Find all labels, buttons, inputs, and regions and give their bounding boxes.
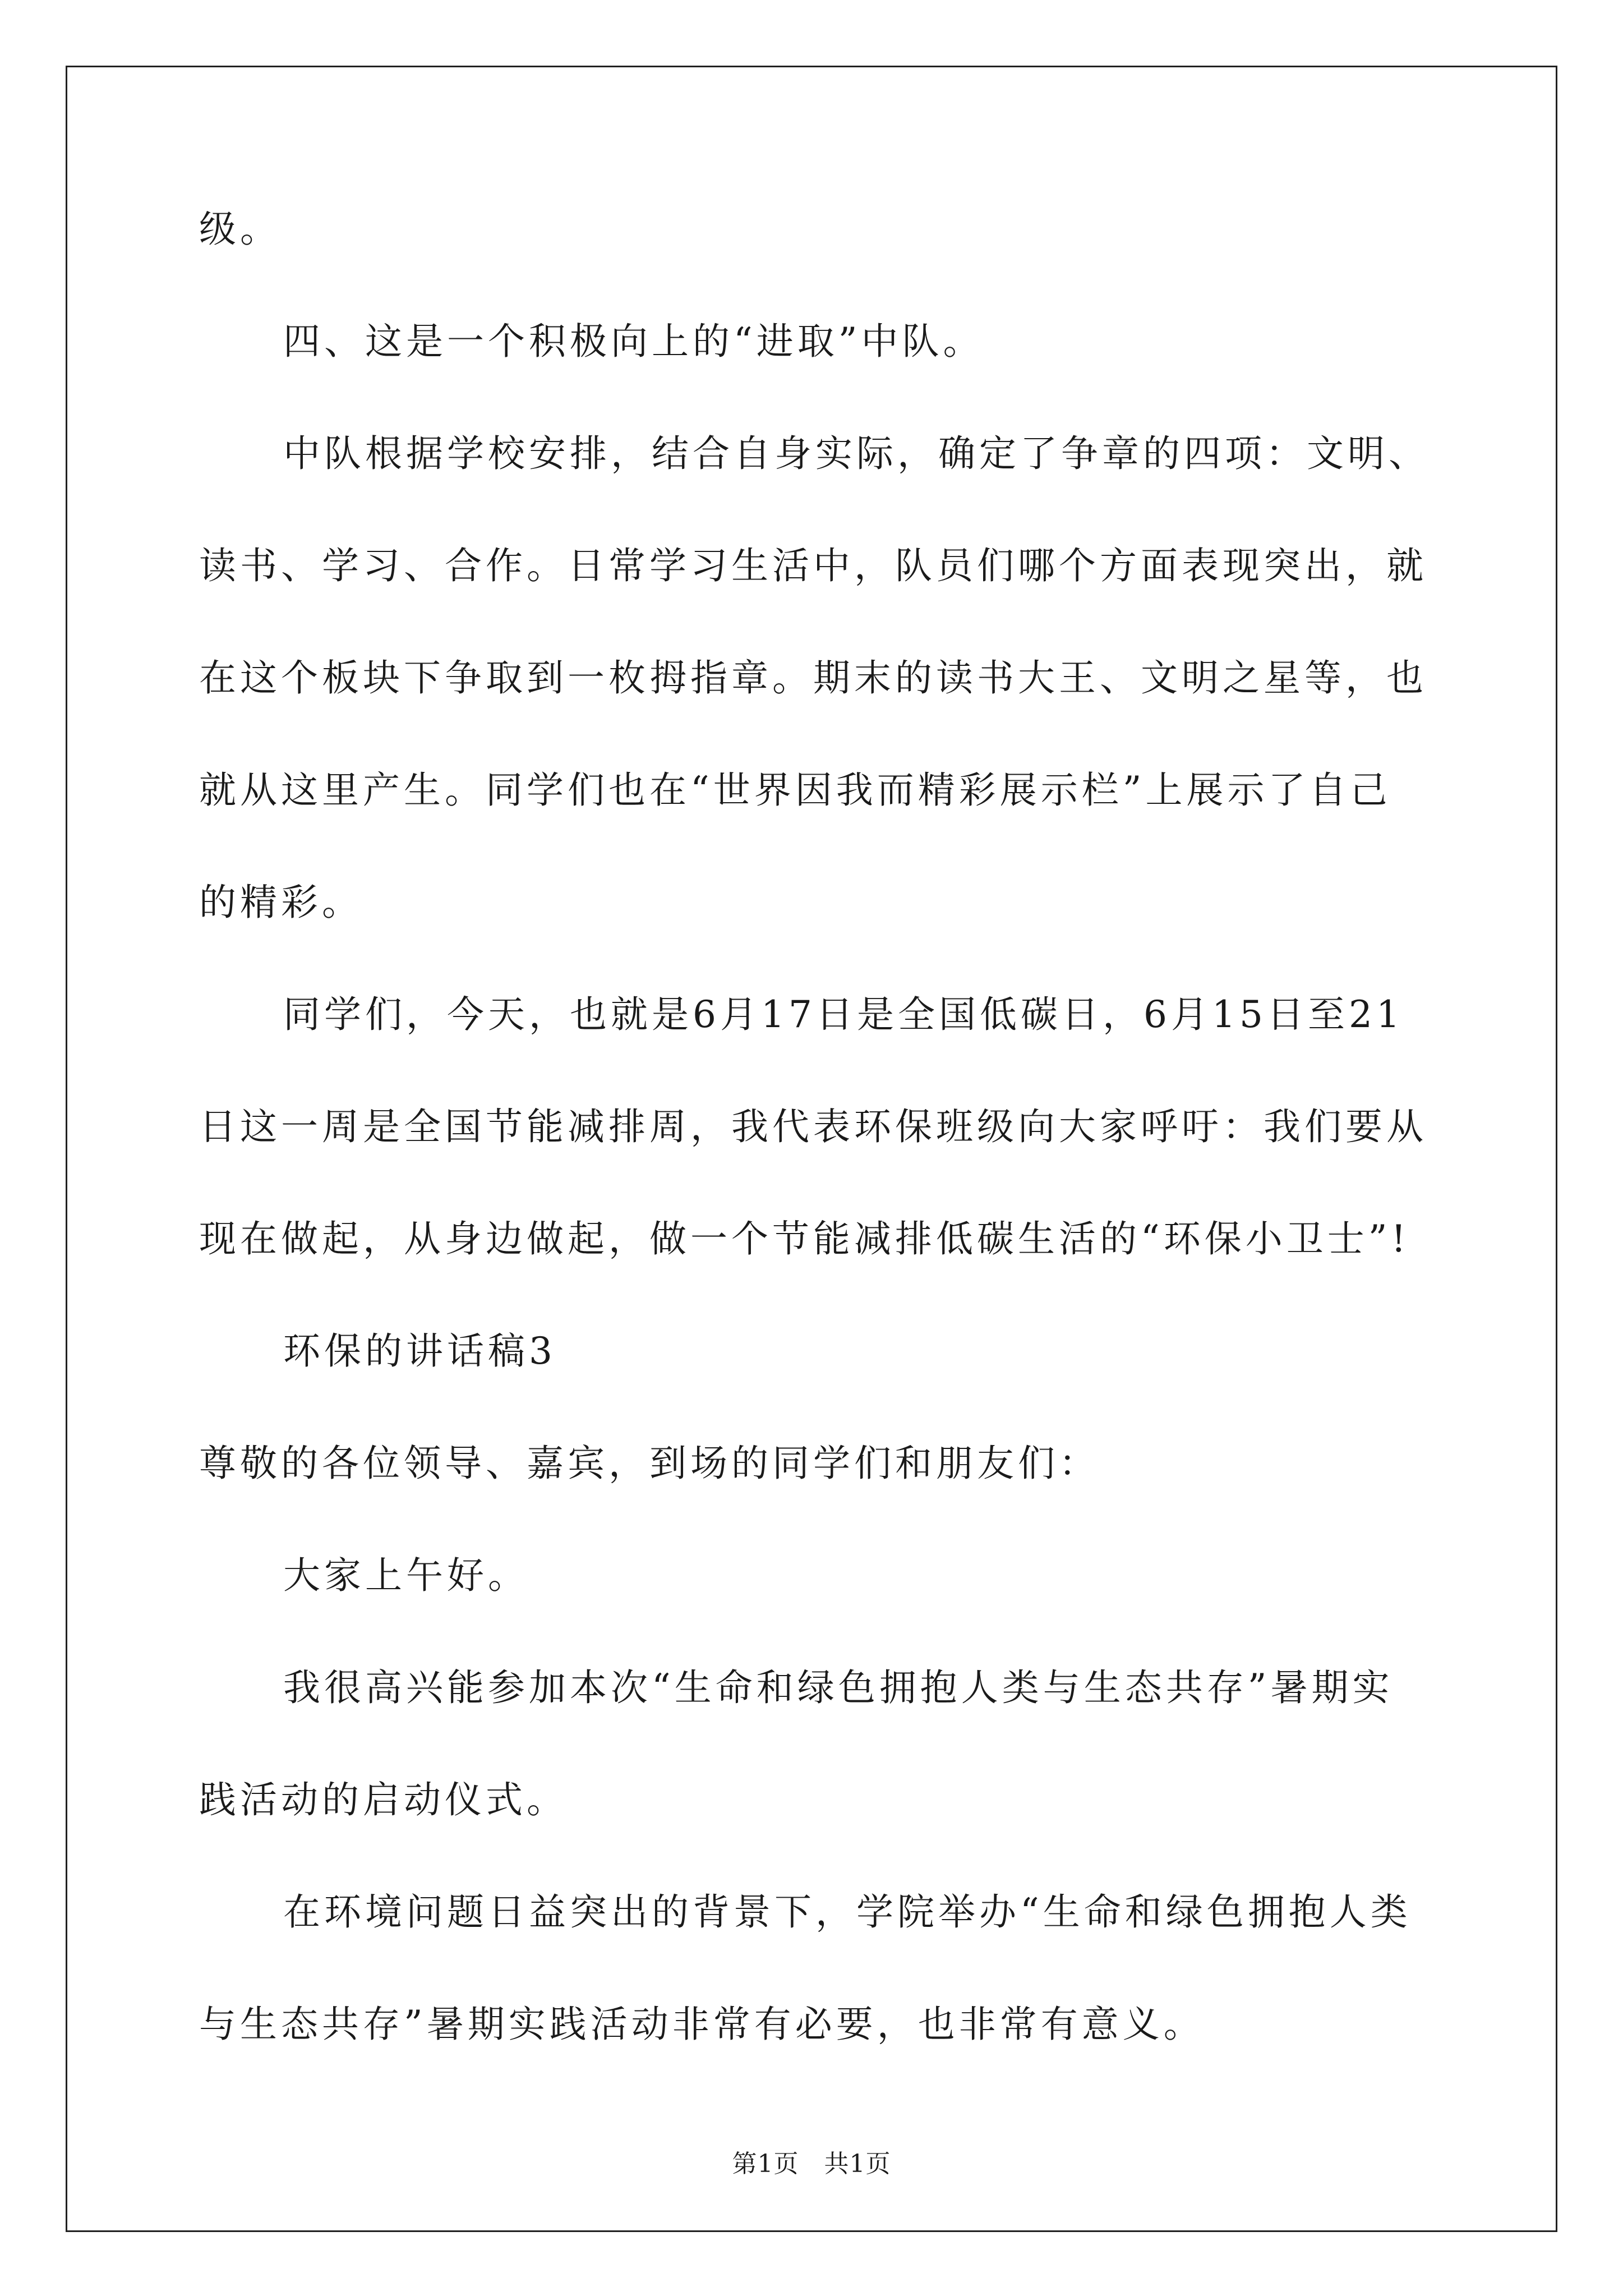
text-line: 同学们，今天，也就是6月17日是全国低碳日，6月15日至21 [283,993,1404,1036]
section-heading: 环保的讲话稿3 [283,1329,556,1373]
page-number: 第1页 共1页 [732,2150,891,2178]
text-line: 级。 [199,208,281,251]
text-line: 就从这里产生。同学们也在“世界因我而精彩展示栏”上展示了自己 [199,769,1391,812]
greeting: 大家上午好。 [283,1554,529,1597]
text-line: 践活动的启动仪式。 [199,1778,568,1821]
text-line: 日这一周是全国节能减排周，我代表环保班级向大家呼吁：我们要从 [199,1105,1427,1148]
text-line: 四、这是一个积极向上的“进取”中队。 [283,320,984,363]
text-line: 与生态共存”暑期实践活动非常有必要，也非常有意义。 [199,2003,1205,2046]
text-line: 中队根据学校安排，结合自身实际，确定了争章的四项：文明、 [283,432,1430,475]
text-line: 的精彩。 [199,881,363,924]
text-line: 在环境问题日益突出的背景下，学院举办“生命和绿色拥抱人类 [283,1890,1412,1934]
text-line: 读书、学习、合作。日常学习生活中，队员们哪个方面表现突出，就 [199,544,1427,587]
text-line: 我很高兴能参加本次“生命和绿色拥抱人类与生态共存”暑期实 [283,1666,1394,1709]
text-line: 现在做起，从身边做起，做一个节能减排低碳生活的“环保小卫士”! [199,1217,1410,1260]
text-line: 在这个板块下争取到一枚拇指章。期末的读书大王、文明之星等，也 [199,656,1427,700]
salutation: 尊敬的各位领导、嘉宾，到场的同学们和朋友们： [199,1442,1100,1485]
